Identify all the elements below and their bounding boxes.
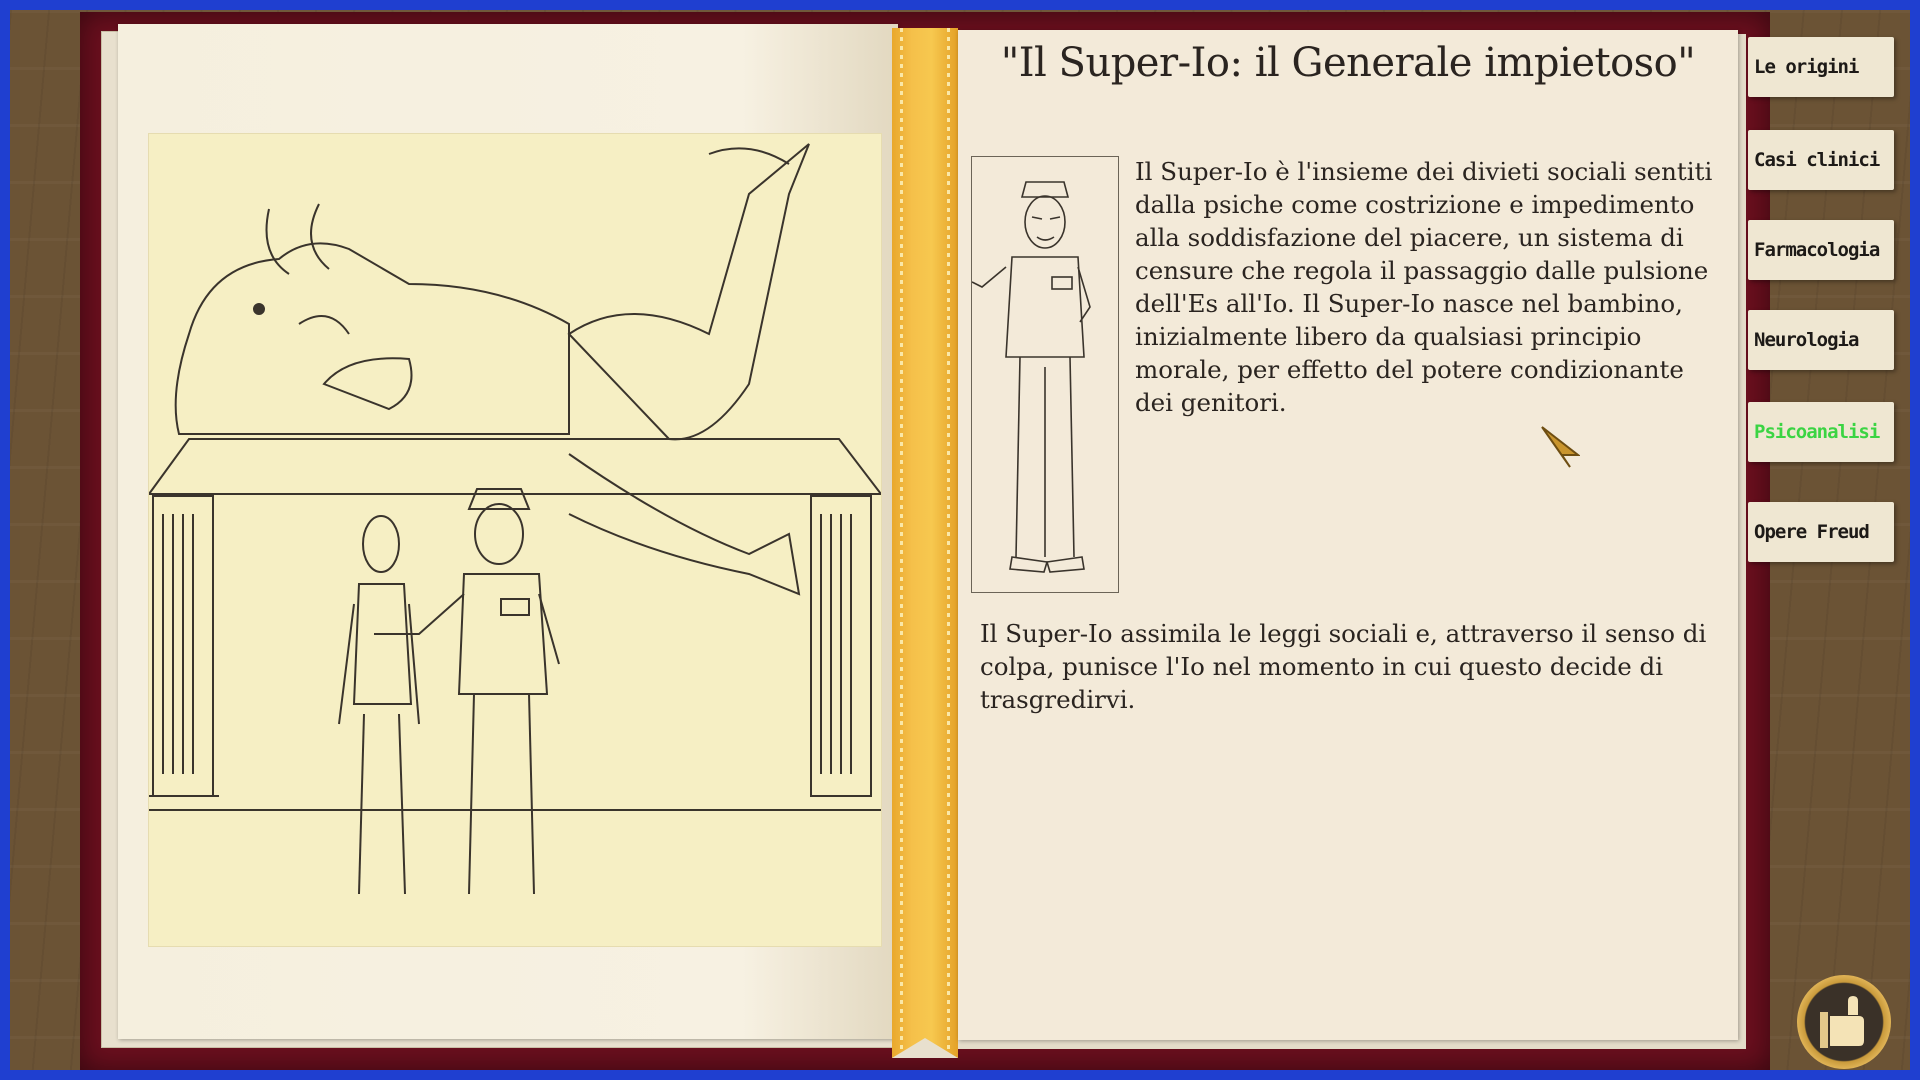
tab-le-origini[interactable] <box>1748 37 1894 97</box>
tab-casi-clinici[interactable] <box>1748 130 1894 190</box>
tab-label: Casi clinici <box>1754 149 1880 171</box>
general-portrait <box>971 156 1119 593</box>
paragraph-guilt: Il Super-Io assimila le leggi sociali e, attraverso il senso di colpa, punisce l'Io nel momento in cui questo decide di trasgredirvi. <box>980 619 1707 714</box>
hand-action-button[interactable] <box>1797 975 1891 1069</box>
hand-pointer-icon <box>1797 975 1891 1069</box>
arrow-cursor-icon <box>1540 425 1580 473</box>
tab-psicoanalisi[interactable] <box>1748 402 1894 462</box>
tab-label: Farmacologia <box>1754 239 1880 261</box>
superego-illustration <box>148 133 882 947</box>
tab-label: Neurologia <box>1754 329 1859 351</box>
paragraph-definition: Il Super-Io è l'insieme dei divieti sociali sentiti dalla psiche come costrizione e impedimento alla soddisfazione del piacere, un sistema di censure che regola il passaggio dalle pulsione dell'Es all'Io. Il Super-Io nasce nel bambino, inizialmente libero da qualsiasi principio morale, per effetto del potere condizionante dei genitori. <box>1135 157 1713 417</box>
tab-label: Le origini <box>1754 56 1859 78</box>
tab-label: Opere Freud <box>1754 521 1869 543</box>
tab-farmacologia[interactable] <box>1748 220 1894 280</box>
ribbon-tip <box>892 1038 958 1058</box>
tab-neurologia[interactable] <box>1748 310 1894 370</box>
bookmark-ribbon <box>892 28 958 1058</box>
tab-label: Psicoanalisi <box>1754 421 1880 443</box>
page-title: "Il Super-Io: il Generale impietoso" <box>1000 40 1696 86</box>
tab-opere-freud[interactable] <box>1748 502 1894 562</box>
